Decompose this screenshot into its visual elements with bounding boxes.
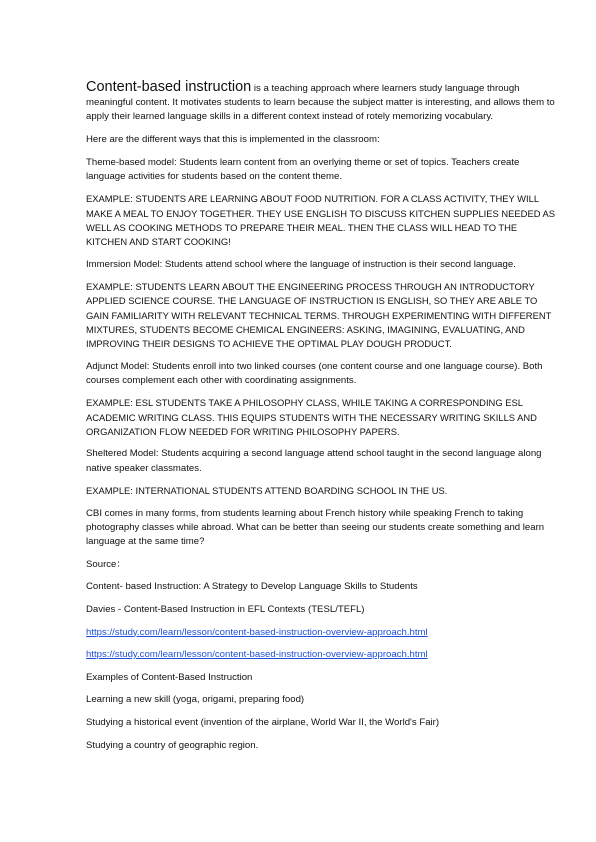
theme-example-paragraph: EXAMPLE: STUDENTS ARE LEARNING ABOUT FOOD NUTRITION. FOR A CLASS ACTIVITY, THEY WILL MAKE A MEAL TO ENJOY TOGETHER. THEY USE ENGLISH TO DISCUSS KITCHEN SUPPLIES NEEDED AS WELL AS COOKING METHODS TO PREPARE THEIR MEAL. THEN THE CLASS WILL HEAD TO THE KITCHEN AND START COOKING! [86,193,556,247]
example-item-1: Learning a new skill (yoga, origami, preparing food) [86,694,305,706]
example-item-3: Studying a country of geographic region. [86,739,259,751]
examples-heading: Examples of Content-Based Instruction [86,671,253,683]
adjunct-example-paragraph: EXAMPLE: ESL STUDENTS TAKE A PHILOSOPHY CLASS, WHILE TAKING A CORRESPONDING ESL ACADEMIC WRITING CLASS. THIS EQUIPS STUDENTS WITH THE NECESSARY WRITING SKILLS AND ORGANIZATION FLOW NEEDED FOR WRITING PHILOSOPHY PAPERS. [86,397,537,437]
example-item-2: Studying a historical event (invention of the airplane, World War II, the World's Fair) [86,716,440,728]
adjunct-model-paragraph: Adjunct Model: Students enroll into two linked courses (one content course and one language course). Both courses complement each other with coordinating assignments. [86,360,543,386]
source-link-2[interactable]: https://study.com/learn/lesson/content-based-instruction-overview-approach.html [86,649,428,661]
source-item-1: Content- based Instruction: A Strategy to Develop Language Skills to Students [86,581,418,593]
document-page [86,80,556,761]
immersion-example-paragraph: EXAMPLE: STUDENTS LEARN ABOUT THE ENGINEERING PROCESS THROUGH AN INTRODUCTORY APPLIED SCIENCE COURSE. THE LANGUAGE OF INSTRUCTION IS ENGLISH, SO THEY ARE ABLE TO GAIN FAMILIARITY WITH RELEVANT TECHNICAL TERMS. THROUGH EXPERIMENTING WITH DIFFERENT MIXTURES, STUDENTS BECOME CHEMICAL ENGINEERS: ASKING, IMAGINING, EVALUATING, AND IMPROVING THEIR DESIGNS TO ACHIEVE THE OPTIMAL PLAY DOUGH PRODUCT. [86,281,552,349]
sheltered-model-paragraph: Sheltered Model: Students acquiring a second language attend school taught in the second language along native speaker classmates. [86,448,542,474]
source-item-2: Davies - Content-Based Instruction in EFL Contexts (TESL/TEFL) [86,603,365,615]
intro-text: is a teaching approach where learners study language through meaningful content. It motivates students to learn because the subject matter is interesting, and allows them to apply their learned language skills in a different context instead of rotely memorizing vocabulary. [86,83,555,123]
source-label: Source： [86,558,126,570]
conclusion-paragraph: CBI comes in many forms, from students learning about French history while speaking French to taking photography classes while abroad. What can be better than seeing our students create something and learn language at the same time? [86,507,545,548]
intro-paragraph [86,80,556,125]
source-link-1[interactable]: https://study.com/learn/lesson/content-based-instruction-overview-approach.html [86,626,428,638]
theme-model-paragraph: Theme-based model: Students learn content from an overlying theme or set of topics. Teachers create language activities for students based on the content theme. [86,156,520,182]
sheltered-example-paragraph: EXAMPLE: INTERNATIONAL STUDENTS ATTEND BOARDING SCHOOL IN THE US. [86,485,448,497]
ways-intro: Here are the different ways that this is implemented in the classroom: [86,134,380,145]
immersion-model-paragraph: Immersion Model: Students attend school where the language of instruction is their second language. [86,258,516,270]
document-title: Content-based instruction [86,79,252,95]
